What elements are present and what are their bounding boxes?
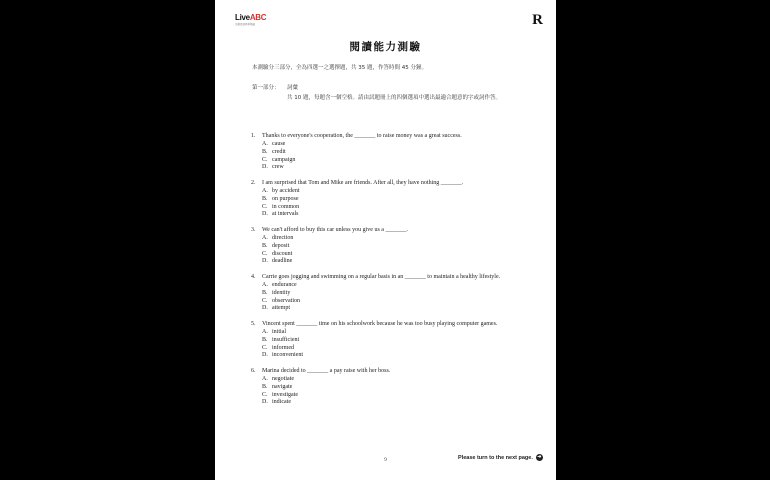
question-number: 6.	[251, 368, 256, 374]
option-list	[262, 376, 298, 407]
option-text: credit	[272, 148, 286, 155]
option-text: deposit	[272, 242, 290, 249]
option-text: negotiate	[272, 376, 294, 382]
option-text: initial	[272, 329, 286, 335]
option-text: deadline	[272, 258, 293, 265]
option-text: identity	[272, 289, 291, 296]
question-stem: Carrie goes jogging and swimming on a regular basis in an _______ to maintain a healthy lifestyle.	[262, 274, 501, 280]
question-stem: Vincent spent _______ time on his schoolwork because he was too busy playing computer games.	[262, 321, 498, 327]
option-letter: B.	[262, 195, 268, 202]
part-name: 詞彙	[287, 85, 299, 91]
answer-option	[262, 243, 293, 251]
option-text: informed	[272, 344, 294, 351]
option-list	[262, 329, 303, 360]
question-stem: I am surprised that Tom and Mike are friends. After all, they have nothing _______.	[262, 180, 464, 186]
question-number: 4.	[251, 274, 256, 280]
option-text: investigate	[272, 391, 298, 398]
logo-subtitle: 互動英語教學集團	[235, 23, 256, 26]
option-text: observation	[272, 297, 300, 304]
option-letter: C.	[262, 156, 268, 163]
answer-option	[262, 196, 300, 204]
logo-live: Live	[235, 13, 250, 22]
answer-option	[262, 164, 295, 172]
page-title: 閱讀能力測驗	[349, 41, 422, 53]
answer-option	[262, 305, 300, 313]
option-letter: A.	[262, 188, 268, 194]
option-letter: D.	[262, 258, 268, 265]
logo-wordmark	[235, 13, 271, 22]
liveabc-logo	[235, 13, 271, 29]
answer-option	[262, 149, 295, 157]
next-page-note	[458, 454, 543, 461]
option-text: at intervals	[272, 211, 299, 218]
answer-option	[262, 290, 300, 298]
answer-option	[262, 251, 293, 259]
intro-text: 本測驗分三部分，全為四選一之選擇題，共 35 題，作答時間 45 分鐘。	[252, 65, 427, 71]
option-text: endurance	[272, 282, 297, 288]
option-letter: D.	[262, 305, 268, 312]
option-letter: D.	[262, 399, 268, 406]
option-letter: B.	[262, 242, 268, 249]
option-letter: B.	[262, 148, 268, 155]
option-list	[262, 141, 295, 172]
option-list	[262, 188, 300, 219]
exam-page	[215, 0, 556, 480]
option-text: discount	[272, 250, 293, 257]
version-letter: R	[532, 12, 543, 28]
option-letter: A.	[262, 141, 268, 147]
option-letter: B.	[262, 383, 268, 390]
arrow-right-circle-icon: ➜	[537, 454, 542, 460]
option-letter: A.	[262, 329, 268, 335]
option-letter: D.	[262, 211, 268, 218]
question-number: 3.	[251, 227, 256, 233]
option-letter: D.	[262, 164, 268, 171]
answer-option	[262, 298, 300, 306]
part-one-heading	[252, 83, 501, 101]
option-text: by accident	[272, 188, 300, 194]
option-letter: C.	[262, 203, 268, 210]
option-letter: B.	[262, 336, 268, 343]
option-text: insufficient	[272, 336, 300, 343]
question-number: 5.	[251, 321, 256, 327]
answer-option	[262, 188, 300, 196]
option-letter: C.	[262, 344, 268, 351]
option-letter: A.	[262, 376, 268, 382]
option-text: in common	[272, 203, 300, 210]
answer-option	[262, 235, 293, 243]
answer-option	[262, 141, 295, 149]
answer-option	[262, 282, 300, 290]
part-label: 第一部分：	[252, 85, 280, 91]
logo-abc: ABC	[249, 13, 267, 22]
option-letter: C.	[262, 297, 268, 304]
option-list	[262, 235, 293, 266]
answer-option	[262, 337, 303, 345]
option-letter: D.	[262, 352, 268, 359]
answer-option	[262, 384, 298, 392]
option-text: navigate	[272, 383, 293, 390]
answer-option	[262, 211, 300, 219]
answer-option	[262, 399, 298, 407]
answer-option	[262, 329, 303, 337]
option-letter: A.	[262, 235, 268, 241]
answer-option	[262, 345, 303, 353]
option-letter: C.	[262, 391, 268, 398]
option-text: cause	[272, 141, 286, 147]
answer-option	[262, 376, 298, 384]
page-number: 9	[384, 457, 387, 463]
option-letter: A.	[262, 282, 268, 288]
answer-option	[262, 352, 303, 360]
question-number: 1.	[251, 133, 256, 139]
part-description: 共 10 題，每題含一個空格。請由試題冊上的四個選項中選出最適合題意的字或詞作答。	[287, 95, 501, 101]
option-list	[262, 282, 300, 313]
question-number: 2.	[251, 180, 256, 186]
answer-option	[262, 157, 295, 165]
option-text: attempt	[272, 305, 290, 312]
option-text: indicate	[272, 399, 291, 406]
question-stem: Marina decided to _______ a pay raise with her boss.	[262, 368, 391, 374]
option-text: campaign	[272, 156, 296, 163]
option-text: on purpose	[272, 195, 299, 202]
answer-option	[262, 204, 300, 212]
answer-option	[262, 258, 293, 266]
answer-option	[262, 392, 298, 400]
question-stem: Thanks to everyone's cooperation, the _______ to raise money was a great success.	[262, 133, 462, 139]
option-text: inconvenient	[272, 352, 303, 359]
option-text: crew	[272, 164, 284, 171]
option-letter: C.	[262, 250, 268, 257]
option-letter: B.	[262, 289, 268, 296]
option-text: direction	[272, 235, 294, 241]
next-page-label: Please turn to the next page.	[458, 454, 533, 461]
question-stem: We can't afford to buy this car unless you give us a _______.	[262, 227, 408, 233]
